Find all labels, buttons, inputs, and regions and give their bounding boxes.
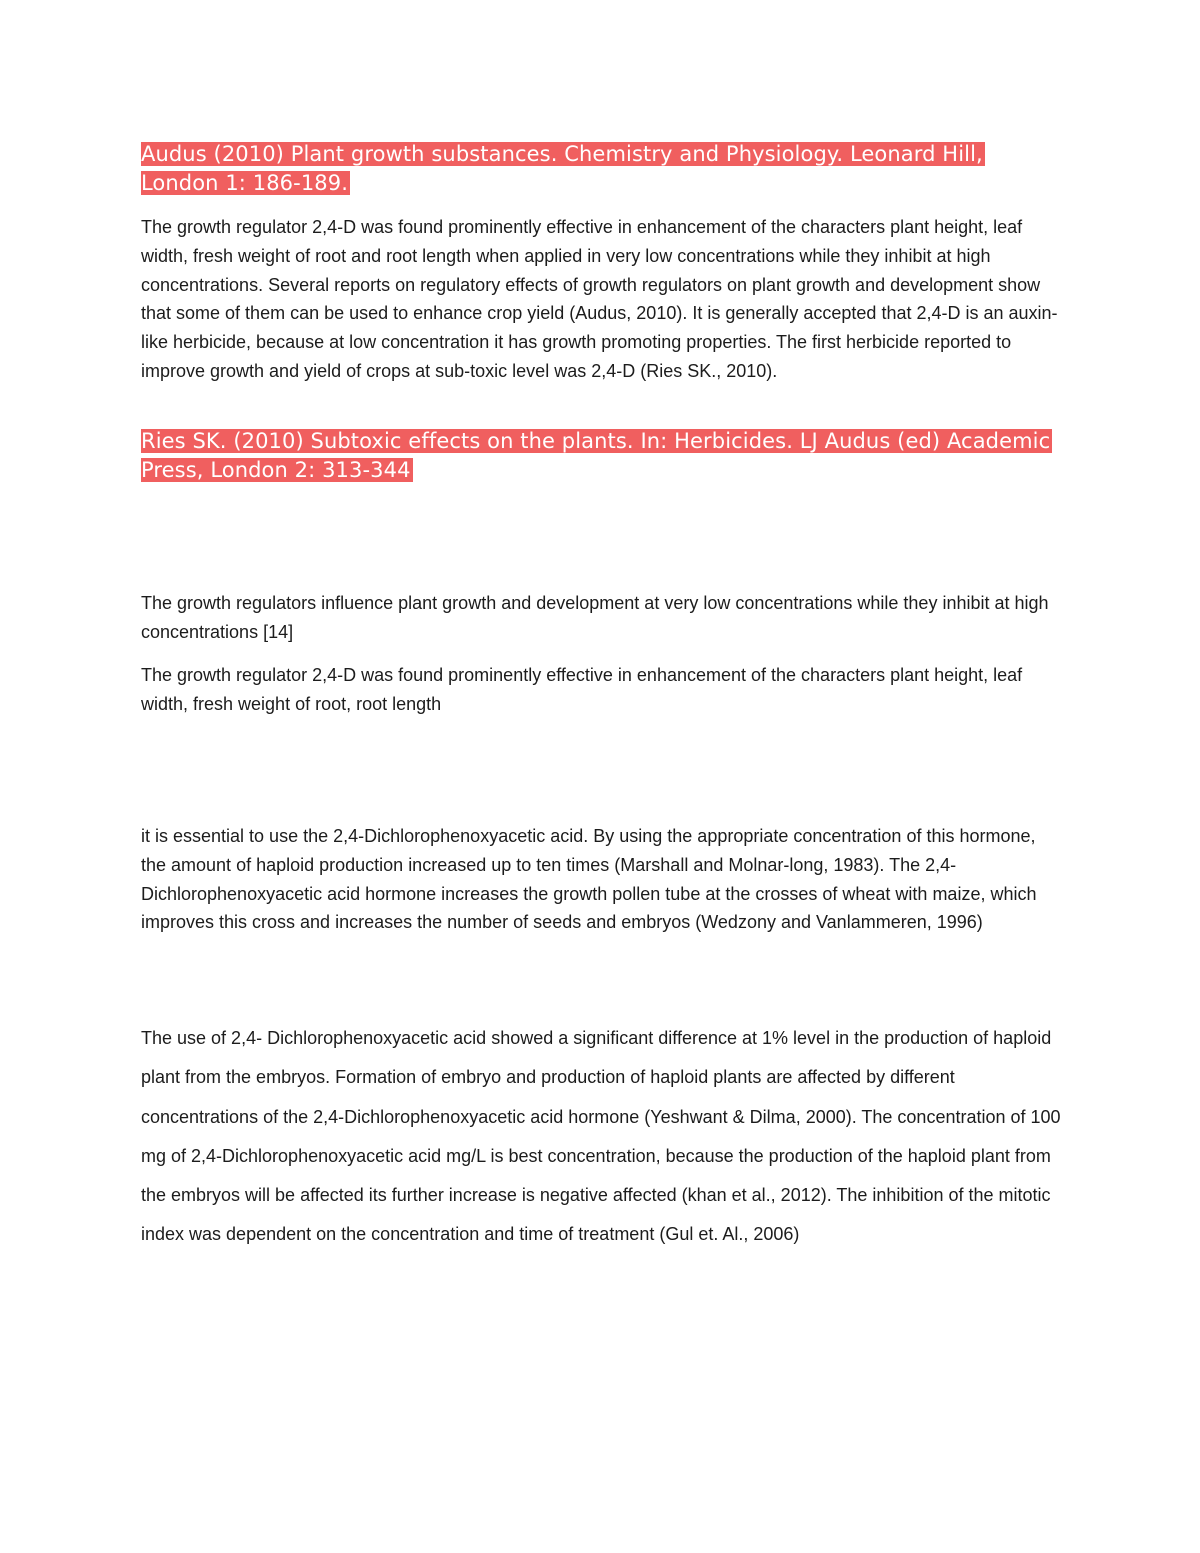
reference-audus-2010 — [141, 140, 1061, 197]
reference-highlight: Ries SK. (2010) Subtoxic effects on the plants. In: Herbicides. LJ Audus (ed) Academic Press, London 2: 313-344 — [141, 429, 1051, 482]
paragraph-haploid-production: it is essential to use the 2,4-Dichlorophenoxyacetic acid. By using the appropriate concentration of this hormone, the amount of haploid production increased up to ten times (Marshall and Molnar-long, 1983). The 2,4-Dichlorophenoxyacetic acid hormone increases the growth pollen tube at the crosses of wheat with maize, which improves this cross and increases the number of seeds and embryos (Wedzony and Vanlammeren, 1996) — [141, 826, 1037, 933]
paragraph-2-4-d-effects: The growth regulator 2,4-D was found prominently effective in enhancement of the characters plant height, leaf width, fresh weight of root and root length when applied in very low concentrations while they inhibit at high concentrations. Several reports on regulatory effects of growth regulators on plant growth and development show that some of them can be used to enhance crop yield (Audus, 2010). It is generally accepted that 2,4-D is an auxin-like herbicide, because at low concentration it has growth promoting properties. The first herbicide reported to improve growth and yield of crops at sub-toxic level was 2,4-D (Ries SK., 2010). — [141, 217, 1058, 381]
paragraph-dichlorophenoxyacetic-acid: The use of 2,4- Dichlorophenoxyacetic acid showed a significant difference at 1% level in the production of haploid plant from the embryos. Formation of embryo and production of haploid plants are affected by different concentrations of the 2,4-Dichlorophenoxyacetic acid hormone (Yeshwant & Dilma, 2000). The concentration of 100 mg of 2,4-Dichlorophenoxyacetic acid mg/L is best concentration, because the production of the haploid plant from the embryos will be affected its further increase is negative affected (khan et al., 2012). The inhibition of the mitotic index was dependent on the concentration and time of treatment (Gul et. Al., 2006) — [141, 1028, 1061, 1245]
reference-highlight: Audus (2010) Plant growth substances. Chemistry and Physiology. Leonard Hill, London 1: 186-189. — [141, 142, 983, 195]
reference-ries-2010 — [141, 427, 1061, 484]
paragraph-growth-regulators: The growth regulators influence plant growth and development at very low concentrations while they inhibit at high concentrations [14] — [141, 593, 1049, 642]
paragraph-2-4-d-characters: The growth regulator 2,4-D was found prominently effective in enhancement of the characters plant height, leaf width, fresh weight of root, root length — [141, 665, 1023, 714]
